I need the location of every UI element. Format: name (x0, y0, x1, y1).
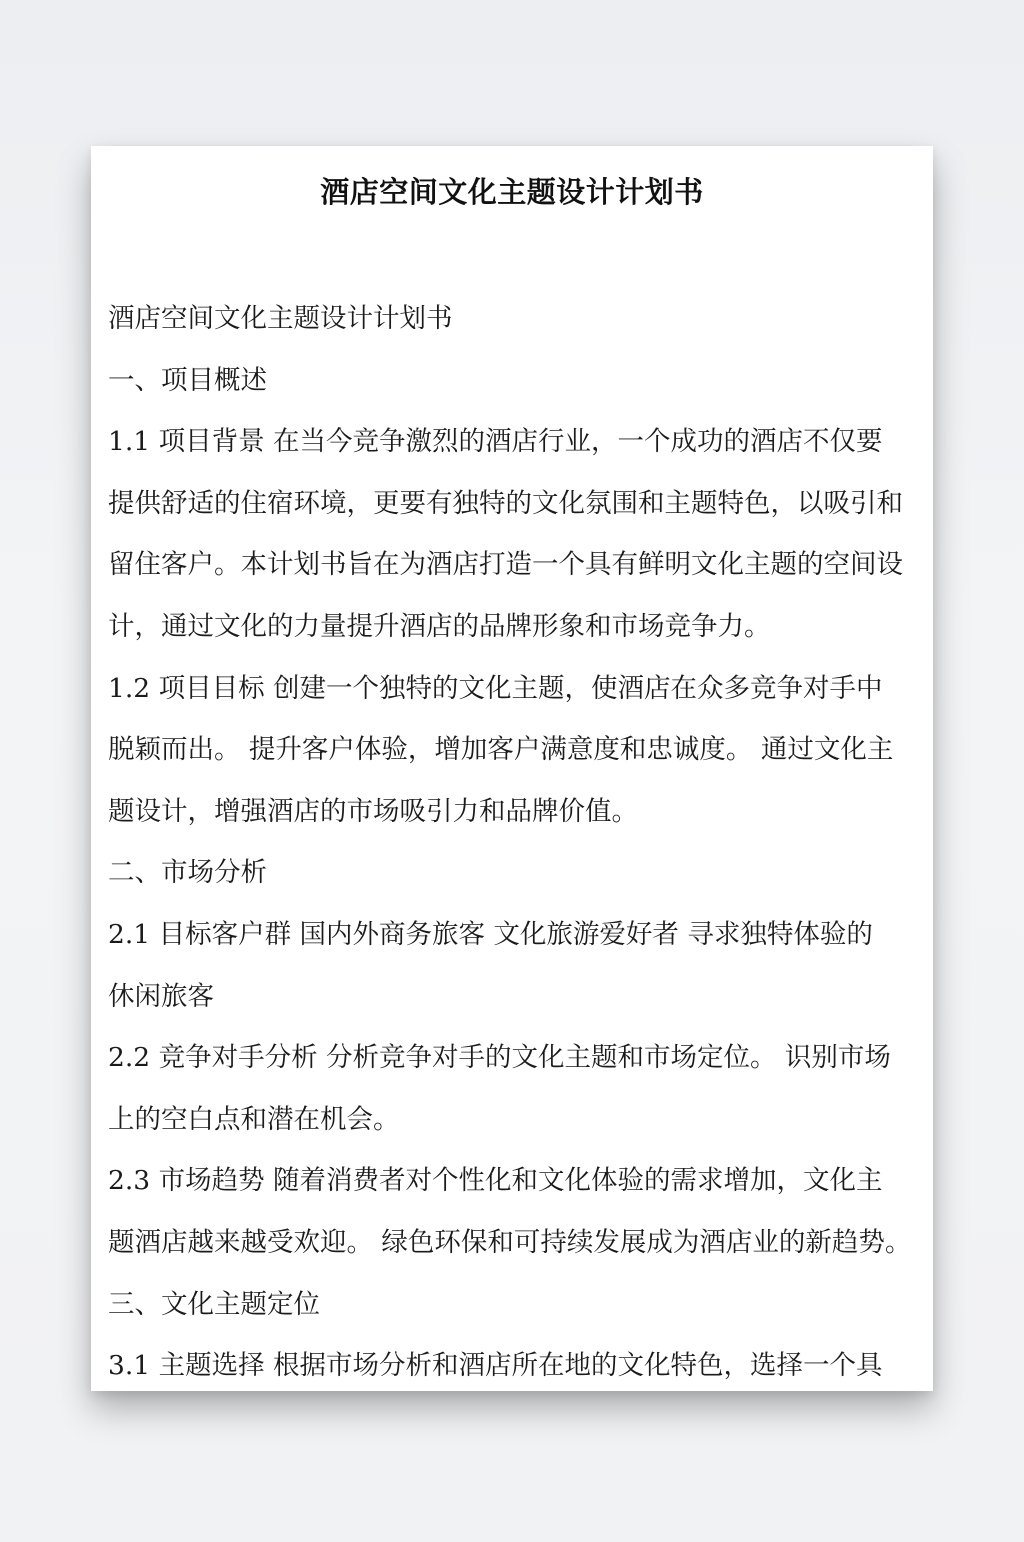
section-heading-market-analysis: 二、市场分析 (108, 857, 267, 889)
document-title: 酒店空间文化主题设计计划书 (320, 175, 704, 209)
text-line: 1.1 项目背景 在当今竞争激烈的酒店行业，一个成功的酒店不仅要 (108, 426, 883, 458)
section-heading-theme-positioning: 三、文化主题定位 (108, 1288, 320, 1320)
text-line: 题酒店越来越受欢迎。 绿色环保和可持续发展成为酒店业的新趋势。 (108, 1226, 912, 1258)
text-line: 留住客户。本计划书旨在为酒店打造一个具有鲜明文化主题的空间设 (108, 549, 903, 581)
text-line: 2.2 竞争对手分析 分析竞争对手的文化主题和市场定位。 识别市场 (108, 1042, 891, 1074)
text-line: 计，通过文化的力量提升酒店的品牌形象和市场竞争力。 (108, 610, 771, 642)
document-page (91, 146, 933, 1391)
text-line: 2.1 目标客户群 国内外商务旅客 文化旅游爱好者 寻求独特体验的 (108, 918, 873, 950)
text-line: 2.3 市场趋势 随着消费者对个性化和文化体验的需求增加，文化主 (108, 1165, 883, 1197)
document-body (108, 288, 919, 1391)
section-heading-overview: 一、项目概述 (108, 364, 267, 396)
text-line: 题设计，增强酒店的市场吸引力和品牌价值。 (108, 795, 638, 827)
text-line: 上的空白点和潜在机会。 (108, 1103, 400, 1135)
text-line: 提供舒适的住宿环境，更要有独特的文化氛围和主题特色，以吸引和 (108, 487, 903, 519)
text-line-intro-title: 酒店空间文化主题设计计划书 (108, 303, 453, 334)
text-line: 脱颖而出。 提升客户体验，增加客户满意度和忠诚度。 通过文化主 (108, 734, 894, 766)
text-line: 3.1 主题选择 根据市场分析和酒店所在地的文化特色，选择一个具 (108, 1350, 883, 1382)
text-line: 休闲旅客 (108, 980, 214, 1012)
text-line: 1.2 项目目标 创建一个独特的文化主题，使酒店在众多竞争对手中 (108, 672, 883, 704)
